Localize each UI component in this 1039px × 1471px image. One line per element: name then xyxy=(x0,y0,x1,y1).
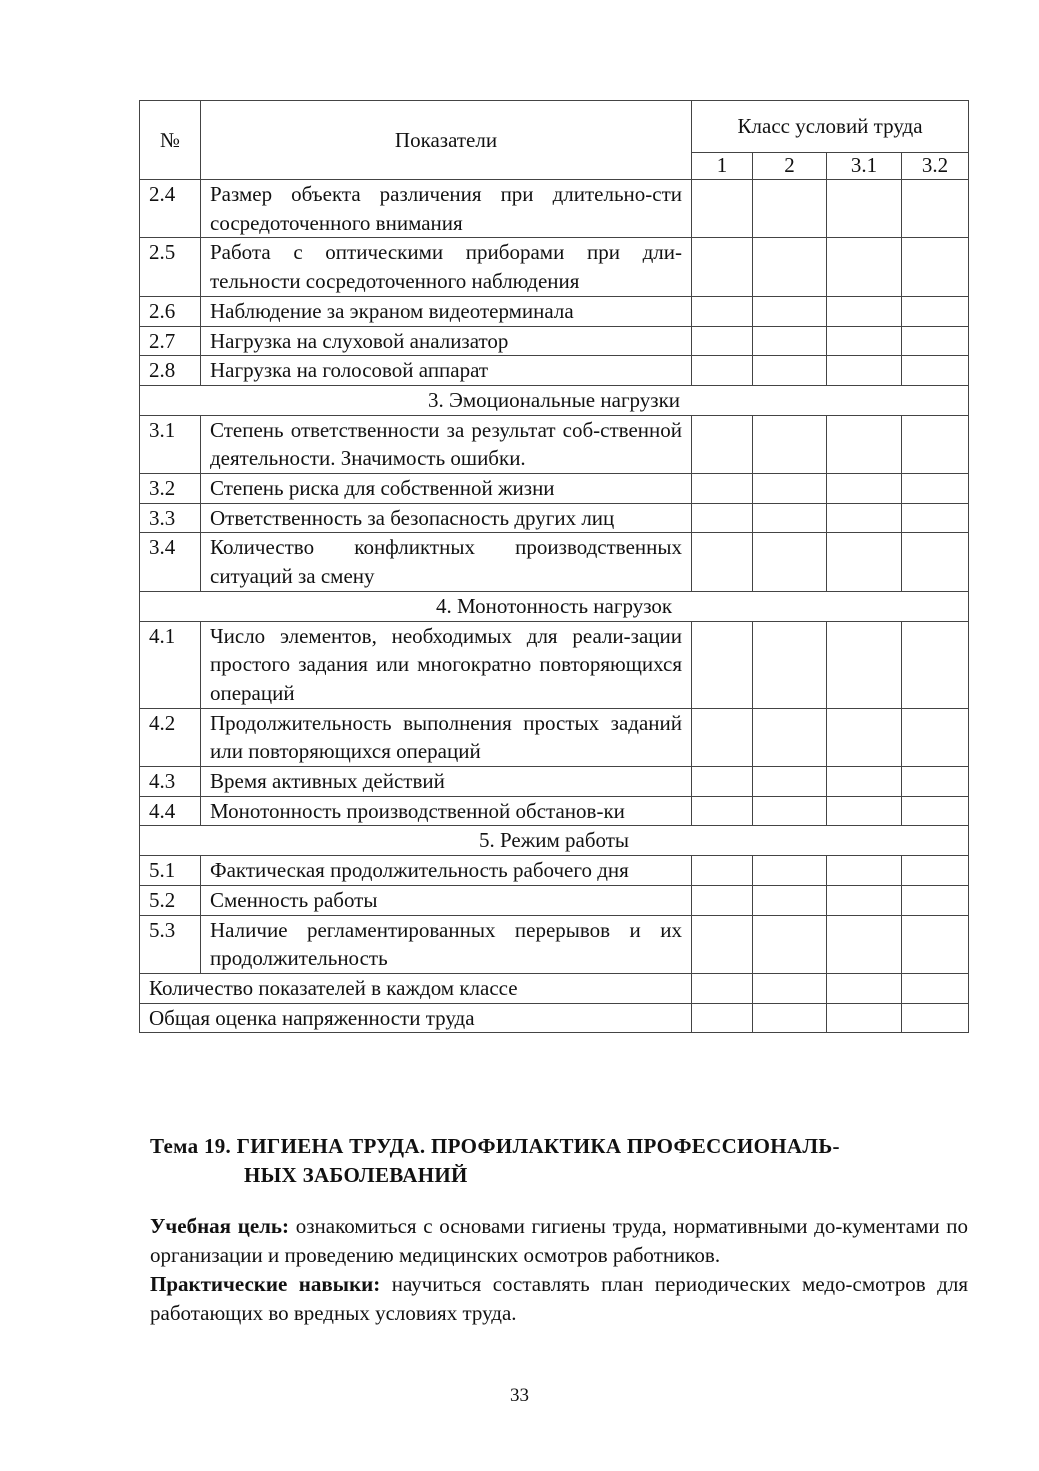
class-cell xyxy=(827,356,902,386)
class-cell xyxy=(902,356,969,386)
class-cell xyxy=(753,474,827,504)
row-indicator: Наличие регламентированных перерывов и их продолжительность xyxy=(201,915,692,973)
learning-goal-label: Учебная цель: xyxy=(150,1214,290,1238)
class-cell xyxy=(827,296,902,326)
table-row xyxy=(140,621,969,708)
row-indicator: Работа с оптическими приборами при дли-тельности сосредоточенного наблюдения xyxy=(201,238,692,296)
table-row xyxy=(140,296,969,326)
class-cell xyxy=(692,503,753,533)
class-cell xyxy=(692,1003,753,1033)
class-cell xyxy=(902,1003,969,1033)
class-cell xyxy=(753,796,827,826)
class-cell xyxy=(692,415,753,473)
header-class-3-1: 3.1 xyxy=(827,153,902,180)
summary-row xyxy=(140,973,969,1003)
class-cell xyxy=(753,856,827,886)
class-cell xyxy=(902,533,969,591)
class-cell xyxy=(902,915,969,973)
class-cell xyxy=(827,1003,902,1033)
header-number: № xyxy=(140,101,201,180)
row-number: 3.3 xyxy=(140,503,201,533)
table-row xyxy=(140,767,969,797)
class-cell xyxy=(902,415,969,473)
class-cell xyxy=(827,796,902,826)
class-cell xyxy=(902,621,969,708)
row-indicator: Степень риска для собственной жизни xyxy=(201,474,692,504)
class-cell xyxy=(827,708,902,766)
section-title: 5. Режим работы xyxy=(140,826,969,856)
summary-label: Общая оценка напряженности труда xyxy=(140,1003,692,1033)
class-cell xyxy=(753,915,827,973)
row-number: 4.4 xyxy=(140,796,201,826)
labor-conditions-table xyxy=(139,100,969,1033)
class-cell xyxy=(902,238,969,296)
header-class-2: 2 xyxy=(753,153,827,180)
learning-goal xyxy=(150,1212,968,1270)
row-number: 3.4 xyxy=(140,533,201,591)
row-number: 2.6 xyxy=(140,296,201,326)
class-cell xyxy=(692,356,753,386)
class-cell xyxy=(692,796,753,826)
class-cell xyxy=(692,973,753,1003)
class-cell xyxy=(692,621,753,708)
table-row xyxy=(140,503,969,533)
class-cell xyxy=(827,415,902,473)
class-cell xyxy=(902,180,969,238)
class-cell xyxy=(827,767,902,797)
class-cell xyxy=(692,533,753,591)
class-cell xyxy=(902,767,969,797)
class-cell xyxy=(902,503,969,533)
table-row xyxy=(140,474,969,504)
class-cell xyxy=(692,767,753,797)
table-row xyxy=(140,533,969,591)
class-cell xyxy=(827,503,902,533)
row-indicator: Ответственность за безопасность других лиц xyxy=(201,503,692,533)
header-indicators: Показатели xyxy=(201,101,692,180)
class-cell xyxy=(753,767,827,797)
practical-skills xyxy=(150,1270,968,1328)
class-cell xyxy=(753,533,827,591)
class-cell xyxy=(827,621,902,708)
class-cell xyxy=(902,796,969,826)
practical-skills-label: Практические навыки: xyxy=(150,1272,381,1296)
class-cell xyxy=(827,973,902,1003)
class-cell xyxy=(753,1003,827,1033)
header-class-1: 1 xyxy=(692,153,753,180)
section-row xyxy=(140,385,969,415)
table-row xyxy=(140,180,969,238)
row-indicator: Степень ответственности за результат соб-ственной деятельности. Значимость ошибки. xyxy=(201,415,692,473)
row-number: 2.4 xyxy=(140,180,201,238)
header-class-group: Класс условий труда xyxy=(692,101,969,153)
class-cell xyxy=(902,708,969,766)
table-row xyxy=(140,356,969,386)
row-indicator: Сменность работы xyxy=(201,885,692,915)
class-cell xyxy=(692,326,753,356)
row-number: 4.3 xyxy=(140,767,201,797)
class-cell xyxy=(902,856,969,886)
class-cell xyxy=(692,296,753,326)
section-row xyxy=(140,826,969,856)
summary-row xyxy=(140,1003,969,1033)
page-number: 33 xyxy=(510,1385,529,1406)
class-cell xyxy=(692,474,753,504)
class-cell xyxy=(692,885,753,915)
class-cell xyxy=(753,621,827,708)
row-number: 3.2 xyxy=(140,474,201,504)
row-number: 5.1 xyxy=(140,856,201,886)
class-cell xyxy=(753,326,827,356)
class-cell xyxy=(753,238,827,296)
table-row xyxy=(140,415,969,473)
topic-heading-line2: НЫХ ЗАБОЛЕВАНИЙ xyxy=(244,1163,468,1187)
class-cell xyxy=(827,533,902,591)
learning-goal-text: ознакомиться с основами гигиены труда, нормативными до-кументами по организации и проведению медицинских осмотров работников. xyxy=(150,1214,968,1267)
header-class-3-2: 3.2 xyxy=(902,153,969,180)
row-indicator: Фактическая продолжительность рабочего дня xyxy=(201,856,692,886)
row-indicator: Время активных действий xyxy=(201,767,692,797)
row-indicator: Количество конфликтных производственных ситуаций за смену xyxy=(201,533,692,591)
row-indicator: Монотонность производственной обстанов-ки xyxy=(201,796,692,826)
class-cell xyxy=(753,180,827,238)
class-cell xyxy=(753,973,827,1003)
row-indicator: Размер объекта различения при длительно-сти сосредоточенного внимания xyxy=(201,180,692,238)
row-number: 4.2 xyxy=(140,708,201,766)
practical-skills-text: научиться составлять план периодических медо-смотров для работающих во вредных условиях труда. xyxy=(150,1272,968,1325)
section-row xyxy=(140,591,969,621)
row-indicator: Число элементов, необходимых для реали-зации простого задания или многократно повторяющихся операций xyxy=(201,621,692,708)
table-row xyxy=(140,238,969,296)
class-cell xyxy=(902,474,969,504)
row-indicator: Наблюдение за экраном видеотерминала xyxy=(201,296,692,326)
summary-label: Количество показателей в каждом классе xyxy=(140,973,692,1003)
row-number: 3.1 xyxy=(140,415,201,473)
table-row xyxy=(140,708,969,766)
class-cell xyxy=(827,238,902,296)
class-cell xyxy=(902,973,969,1003)
class-cell xyxy=(692,856,753,886)
class-cell xyxy=(753,503,827,533)
class-cell xyxy=(827,885,902,915)
topic-heading xyxy=(150,1132,968,1190)
row-indicator: Нагрузка на голосовой аппарат xyxy=(201,356,692,386)
row-number: 4.1 xyxy=(140,621,201,708)
table-row xyxy=(140,915,969,973)
class-cell xyxy=(692,915,753,973)
class-cell xyxy=(753,356,827,386)
row-number: 2.7 xyxy=(140,326,201,356)
class-cell xyxy=(827,180,902,238)
class-cell xyxy=(827,856,902,886)
class-cell xyxy=(692,708,753,766)
class-cell xyxy=(827,474,902,504)
class-cell xyxy=(753,885,827,915)
class-cell xyxy=(753,415,827,473)
class-cell xyxy=(902,885,969,915)
table-row xyxy=(140,326,969,356)
row-number: 5.3 xyxy=(140,915,201,973)
row-indicator: Продолжительность выполнения простых заданий или повторяющихся операций xyxy=(201,708,692,766)
table-row xyxy=(140,796,969,826)
topic-heading-line1: Тема 19. ГИГИЕНА ТРУДА. ПРОФИЛАКТИКА ПРОФЕССИОНАЛЬ- xyxy=(150,1134,840,1158)
section-title: 4. Монотонность нагрузок xyxy=(140,591,969,621)
row-number: 2.8 xyxy=(140,356,201,386)
class-cell xyxy=(902,326,969,356)
class-cell xyxy=(753,708,827,766)
class-cell xyxy=(753,296,827,326)
class-cell xyxy=(692,180,753,238)
class-cell xyxy=(827,326,902,356)
class-cell xyxy=(692,238,753,296)
row-indicator: Нагрузка на слуховой анализатор xyxy=(201,326,692,356)
table-row xyxy=(140,856,969,886)
class-cell xyxy=(827,915,902,973)
row-number: 2.5 xyxy=(140,238,201,296)
table-row xyxy=(140,885,969,915)
class-cell xyxy=(902,296,969,326)
row-number: 5.2 xyxy=(140,885,201,915)
section-title: 3. Эмоциональные нагрузки xyxy=(140,385,969,415)
